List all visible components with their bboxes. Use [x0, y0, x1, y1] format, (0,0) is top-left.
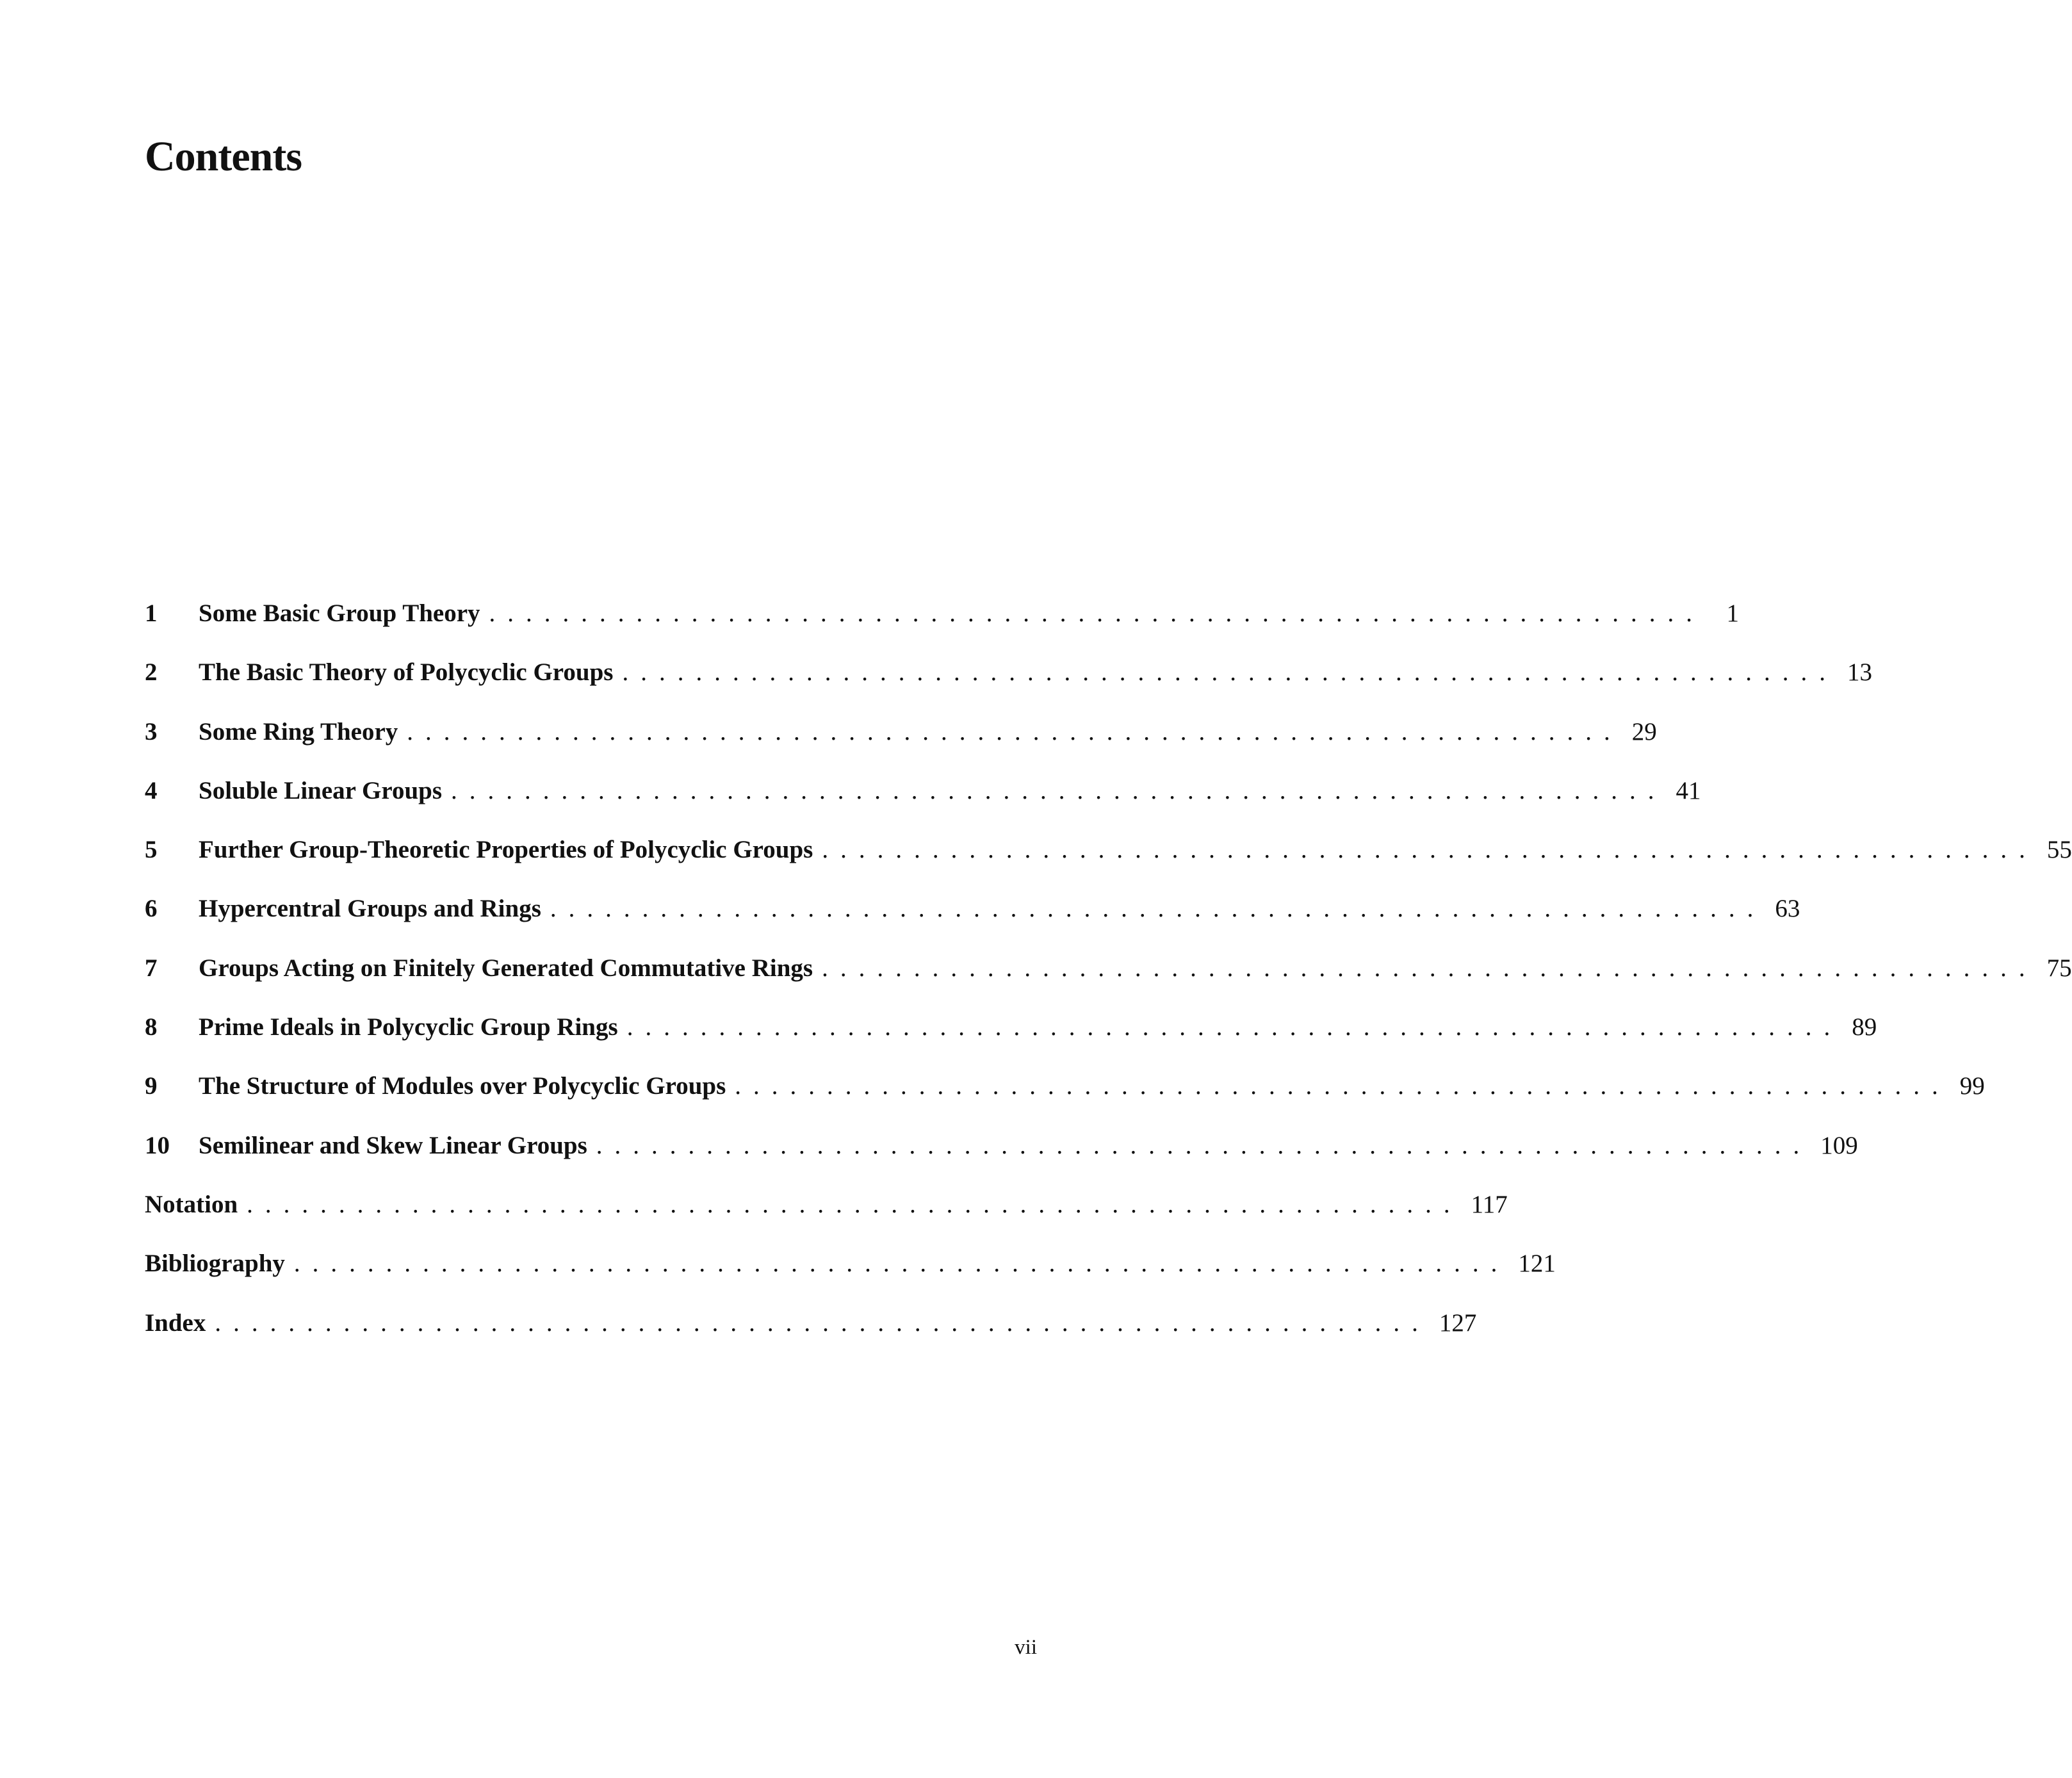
toc-entry-bibliography[interactable]	[145, 1250, 1556, 1310]
dot-leader: ..................................................................	[735, 1072, 1950, 1100]
toc-entry-chapter-1[interactable]	[145, 599, 1740, 660]
chapter-number: 2	[145, 658, 158, 687]
dot-leader: ..................................................................	[407, 717, 1622, 746]
toc-entry-index[interactable]	[145, 1309, 1477, 1369]
dot-leader: ..................................................................	[822, 836, 2037, 864]
chapter-title[interactable]: Some Ring Theory	[199, 717, 398, 746]
page-title: Contents	[145, 133, 302, 180]
toc-entry-chapter-10[interactable]	[145, 1131, 1858, 1192]
dot-leader: ..................................................................	[622, 658, 1838, 687]
chapter-title[interactable]: Soluble Linear Groups	[199, 776, 443, 804]
page-number: 99	[1959, 1072, 1985, 1100]
dot-leader: ..................................................................	[451, 776, 1667, 804]
toc-entry-notation[interactable]	[145, 1190, 1508, 1251]
table-of-contents	[145, 599, 2072, 1369]
chapter-title[interactable]: Semilinear and Skew Linear Groups	[199, 1131, 587, 1159]
page-number: 41	[1676, 776, 1701, 804]
chapter-number: 6	[145, 895, 158, 923]
section-title[interactable]: Notation	[145, 1190, 238, 1218]
dot-leader: ..................................................................	[596, 1131, 1812, 1159]
chapter-title[interactable]: Some Basic Group Theory	[199, 599, 480, 627]
chapter-title[interactable]: Hypercentral Groups and Rings	[199, 895, 541, 923]
toc-entry-chapter-5[interactable]	[145, 836, 2072, 896]
dot-leader: ..................................................................	[626, 1013, 1843, 1041]
dot-leader: ..................................................................	[550, 895, 1766, 923]
chapter-number: 10	[145, 1131, 170, 1159]
toc-entry-chapter-4[interactable]	[145, 776, 1701, 837]
chapter-number: 1	[145, 599, 158, 627]
page-number: 55	[2046, 836, 2072, 864]
dot-leader: ..................................................................	[822, 954, 2037, 982]
chapter-title[interactable]: The Basic Theory of Polycyclic Groups	[199, 658, 614, 687]
page-folio: vii	[1015, 1636, 1037, 1659]
chapter-title[interactable]: Prime Ideals in Polycyclic Group Rings	[199, 1013, 618, 1041]
page-number: 1	[1726, 599, 1740, 627]
page-number: 75	[2046, 954, 2072, 982]
chapter-number: 4	[145, 776, 158, 804]
page-number: 127	[1439, 1309, 1477, 1337]
page-number: 89	[1852, 1013, 1877, 1041]
toc-entry-chapter-7[interactable]	[145, 954, 2072, 1015]
section-title[interactable]: Index	[145, 1309, 206, 1337]
chapter-title[interactable]: Groups Acting on Finitely Generated Commutative Rings	[199, 954, 813, 982]
page-number: 117	[1471, 1190, 1508, 1218]
section-title[interactable]: Bibliography	[145, 1250, 285, 1278]
dot-leader: ..................................................................	[293, 1250, 1510, 1278]
chapter-number: 8	[145, 1013, 158, 1041]
chapter-title[interactable]: The Structure of Modules over Polycyclic Groups	[199, 1072, 726, 1100]
toc-entry-chapter-3[interactable]	[145, 717, 1657, 778]
page-number: 13	[1847, 658, 1872, 687]
page-number: 121	[1518, 1250, 1556, 1278]
chapter-number: 5	[145, 836, 158, 864]
chapter-number: 7	[145, 954, 158, 982]
dot-leader: ..................................................................	[215, 1309, 1430, 1337]
toc-entry-chapter-9[interactable]	[145, 1072, 1985, 1132]
dot-leader: ..................................................................	[247, 1190, 1462, 1218]
chapter-title[interactable]: Further Group-Theoretic Properties of Polycyclic Groups	[199, 836, 813, 864]
page-number: 63	[1775, 895, 1800, 923]
toc-entry-chapter-8[interactable]	[145, 1013, 1877, 1073]
chapter-number: 9	[145, 1072, 158, 1100]
toc-entry-chapter-2[interactable]	[145, 658, 1872, 719]
chapter-number: 3	[145, 717, 158, 746]
dot-leader: ..................................................................	[489, 599, 1705, 627]
page-number: 29	[1631, 717, 1657, 746]
toc-entry-chapter-6[interactable]	[145, 895, 1800, 955]
page-number: 109	[1820, 1131, 1858, 1159]
